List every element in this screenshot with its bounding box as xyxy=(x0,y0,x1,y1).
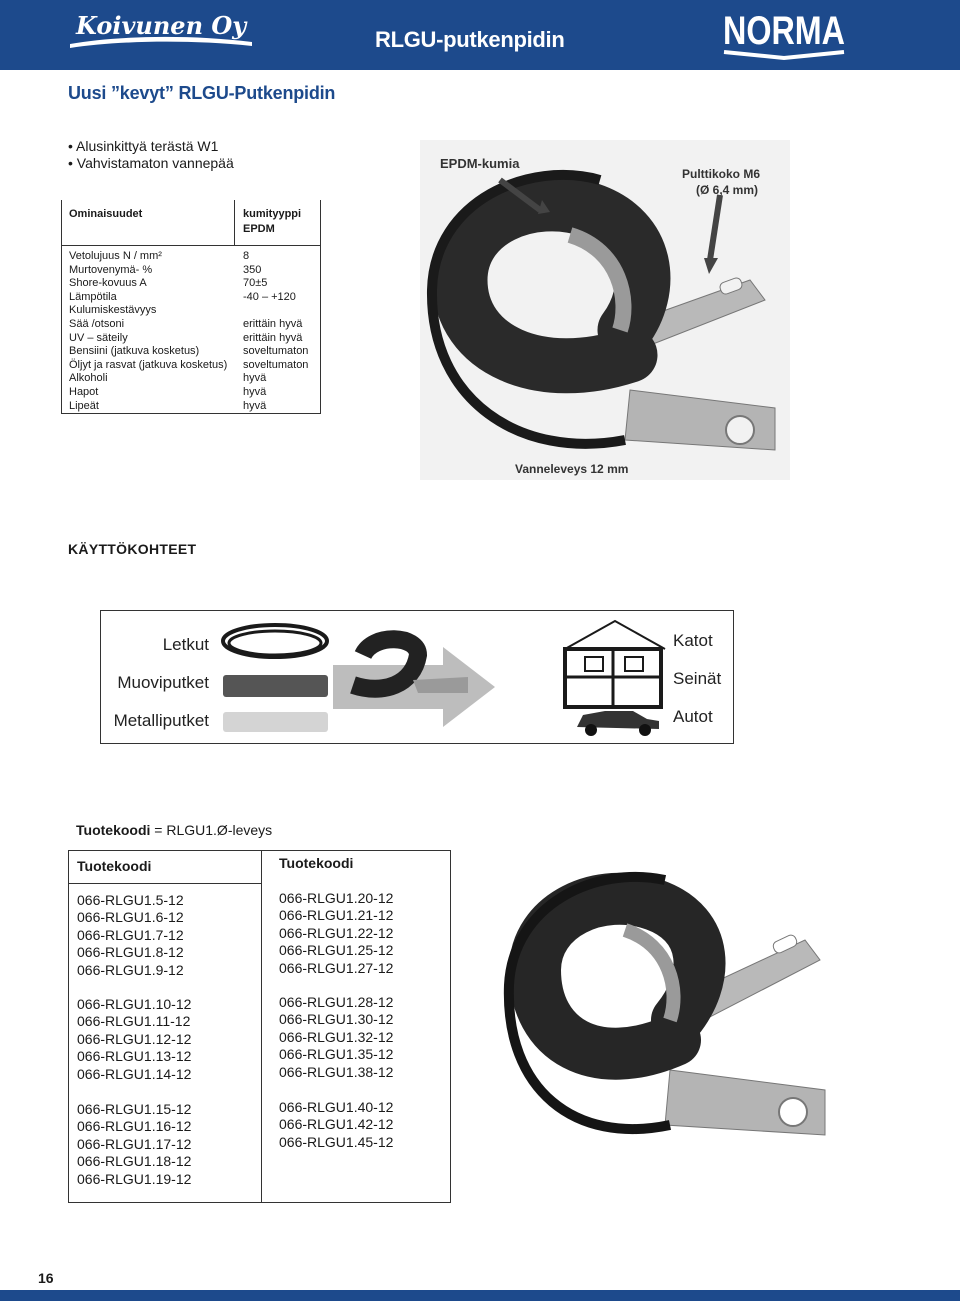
product-code-formula xyxy=(76,822,272,838)
property-name: Lipeät xyxy=(69,399,99,412)
norma-logo-text: NORMA xyxy=(723,9,845,53)
product-code: 066-RLGU1.45-12 xyxy=(279,1133,394,1150)
property-value: 8 xyxy=(243,250,250,262)
property-name: Vetolujuus N / mm² xyxy=(69,250,162,262)
product-code: 066-RLGU1.35-12 xyxy=(279,1046,394,1063)
code-col1-group xyxy=(77,996,191,1083)
use-walls: Seinät xyxy=(673,669,722,688)
property-value xyxy=(243,304,308,318)
property-value: soveltumaton xyxy=(243,358,309,371)
koivunen-logo-text: Koivunen Oy xyxy=(76,11,247,40)
code-col2-group xyxy=(279,994,393,1081)
product-code: 066-RLGU1.32-12 xyxy=(279,1028,394,1045)
product-code: 066-RLGU1.20-12 xyxy=(279,890,394,906)
properties-table-header xyxy=(62,200,320,246)
property-value: hyvä xyxy=(243,399,267,412)
clamp-photo-labeled xyxy=(420,140,790,480)
use-metal-pipes: Metalliputket xyxy=(113,711,209,730)
use-roofs: Katot xyxy=(673,631,713,650)
properties-names xyxy=(69,250,227,413)
label-epdm: EPDM-kumia xyxy=(440,156,520,171)
use-plastic-pipes: Muoviputket xyxy=(117,673,209,692)
uses-panel xyxy=(100,610,734,744)
property-name: Sää /otsoni xyxy=(69,317,125,330)
product-code: 066-RLGU1.5-12 xyxy=(77,892,184,908)
product-code: 066-RLGU1.27-12 xyxy=(279,959,394,976)
product-code: 066-RLGU1.10-12 xyxy=(77,996,192,1012)
product-code-label: Tuotekoodi xyxy=(76,822,151,838)
product-code: 066-RLGU1.30-12 xyxy=(279,1011,394,1028)
label-bolt-size: Pulttikoko M6 xyxy=(682,167,761,181)
property-value: 350 xyxy=(243,263,262,276)
property-value: erittäin hyvä xyxy=(243,331,303,344)
property-value: soveltumaton xyxy=(243,345,309,358)
product-code: 066-RLGU1.17-12 xyxy=(77,1135,192,1152)
property-name: Kulumiskestävyys xyxy=(69,304,157,317)
code-col1-header: Tuotekoodi xyxy=(77,858,152,874)
property-name: Alkoholi xyxy=(69,372,108,385)
property-value: erittäin hyvä xyxy=(243,317,303,330)
clamp-photo xyxy=(505,860,835,1165)
product-code: 066-RLGU1.42-12 xyxy=(279,1116,394,1133)
property-name: Öljyt ja rasvat (jatkuva kosketus) xyxy=(69,358,228,371)
code-col2-group xyxy=(279,1099,393,1151)
properties-values xyxy=(243,250,308,413)
header-title: RLGU-putkenpidin xyxy=(375,27,565,52)
property-name: Murtovenymä- % xyxy=(69,263,153,276)
product-code-table xyxy=(68,850,451,1203)
page-number: 16 xyxy=(38,1270,54,1286)
property-value: 70±5 xyxy=(243,277,268,290)
properties-col1-header: Ominaisuudet xyxy=(69,208,143,220)
properties-table xyxy=(61,200,321,414)
property-name: Shore-kovuus A xyxy=(69,277,147,290)
use-cars: Autot xyxy=(673,707,713,726)
property-value: -40 – +120 xyxy=(243,290,296,303)
product-code: 066-RLGU1.8-12 xyxy=(77,944,184,961)
uses-title: KÄYTTÖKOHTEET xyxy=(68,541,197,557)
property-value: hyvä xyxy=(243,385,267,398)
properties-col2-header-line1: kumityyppi xyxy=(243,208,302,220)
product-code: 066-RLGU1.21-12 xyxy=(279,907,394,924)
product-code: 066-RLGU1.19-12 xyxy=(77,1170,192,1187)
footer-bar xyxy=(0,1290,960,1301)
product-code: 066-RLGU1.13-12 xyxy=(77,1048,192,1065)
product-code: 066-RLGU1.40-12 xyxy=(279,1099,394,1115)
product-code: 066-RLGU1.9-12 xyxy=(77,961,184,978)
product-code: 066-RLGU1.14-12 xyxy=(77,1065,192,1082)
page-heading: Uusi ”kevyt” RLGU-Putkenpidin xyxy=(68,83,336,103)
product-code: 066-RLGU1.7-12 xyxy=(77,926,184,943)
code-col1-group xyxy=(77,892,184,979)
product-code: 066-RLGU1.16-12 xyxy=(77,1118,192,1135)
uses-illustration xyxy=(213,615,663,739)
properties-col2-header-line2: EPDM xyxy=(243,223,275,235)
feature-bullets xyxy=(68,138,234,172)
code-col1-group xyxy=(77,1101,191,1188)
product-code: 066-RLGU1.28-12 xyxy=(279,994,394,1010)
product-code: 066-RLGU1.15-12 xyxy=(77,1101,192,1117)
bullet-item: • Alusinkittyä terästä W1 xyxy=(68,138,219,154)
label-bolt-diameter: (Ø 6,4 mm) xyxy=(696,183,759,197)
product-code: 066-RLGU1.22-12 xyxy=(279,924,394,941)
product-code: 066-RLGU1.6-12 xyxy=(77,909,184,926)
product-code: 066-RLGU1.38-12 xyxy=(279,1063,394,1080)
norma-logo xyxy=(720,2,848,60)
koivunen-logo xyxy=(66,6,256,50)
property-value: hyvä xyxy=(243,372,267,385)
property-name: UV – säteily xyxy=(69,331,128,344)
product-code: 066-RLGU1.12-12 xyxy=(77,1030,192,1047)
bullet-item: • Vahvistamaton vannepää xyxy=(68,155,234,171)
label-band-width: Vanneleveys 12 mm xyxy=(515,462,629,476)
use-hoses: Letkut xyxy=(162,635,209,654)
property-name: Lämpötila xyxy=(69,290,117,303)
product-code-pattern: = RLGU1.Ø-leveys xyxy=(150,822,273,838)
product-code: 066-RLGU1.18-12 xyxy=(77,1153,192,1170)
product-code: 066-RLGU1.11-12 xyxy=(77,1013,191,1030)
product-code: 066-RLGU1.25-12 xyxy=(279,942,394,959)
code-col2-group xyxy=(279,890,393,977)
property-name: Bensiini (jatkuva kosketus) xyxy=(69,345,200,358)
code-col2-header: Tuotekoodi xyxy=(279,855,354,871)
property-name: Hapot xyxy=(69,385,99,398)
